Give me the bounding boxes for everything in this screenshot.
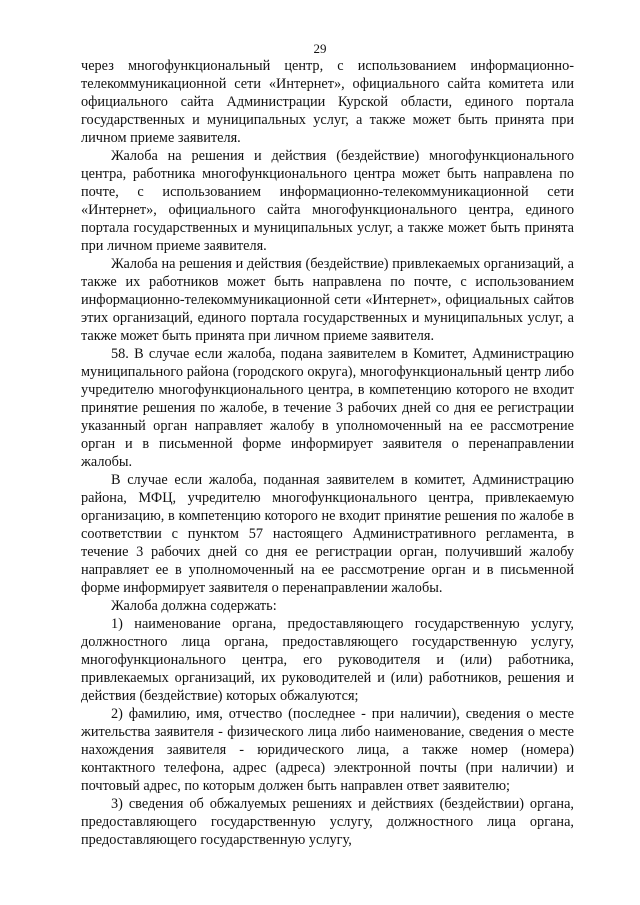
- list-item-2: 2) фамилию, имя, отчество (последнее - при наличии), сведения о месте жительства заявителя - физического лица либо наименование, сведения о месте нахождения заявителя - юридического лица, а также номер (номера) контактного телефона, адрес (адреса) электронной почты (при наличии) и почтовый адрес, по которым должен быть направлен ответ заявителю;: [81, 706, 574, 794]
- list-item-1: 1) наименование органа, предоставляющего государственную услугу, должностного лица органа, предоставляющего государственную услугу, многофункционального центра, его руководителя и (или) работника, привлекаемых организаций, их руководителей и (или) работников, решения и действия (бездействие) которых обжалуются;: [81, 616, 574, 704]
- paragraph-mfc-complaint: Жалоба на решения и действия (бездействие) многофункционального центра, работника многофункционального центра может быть направлена по почте, с использованием информационно-телекоммуникационной сети «Интернет», официального сайта многофункционального центра, единого портала государственных и муниципальных услуг, а также может быть принята при личном приеме заявителя.: [81, 148, 574, 254]
- document-body: [81, 57, 574, 849]
- page-number: 29: [313, 41, 327, 56]
- paragraph-continuation: через многофункциональный центр, с использованием информационно-телекоммуникационной сети «Интернет», официального сайта комитета или официального сайта Администрации Курской области, единого портала государственных и муниципальных услуг, а также может быть принята при личном приеме заявителя.: [81, 58, 574, 146]
- paragraph-redirect: В случае если жалоба, поданная заявителем в комитет, Администрацию района, МФЦ, учредителю многофункционального центра, привлекаемую организацию, в компетенцию которого не входит принятие решения по жалобе в соответствии с пунктом 57 настоящего Административного регламента, в течение 3 рабочих дней со дня ее регистрации орган, получивший жалобу направляет ее в уполномоченный на ее рассмотрение орган и в письменной форме информирует заявителя о перенаправлении жалобы.: [81, 472, 574, 596]
- paragraph-organizations-complaint: Жалоба на решения и действия (бездействие) привлекаемых организаций, а также их работников может быть направлена по почте, с использованием информационно-телекоммуникационной сети «Интернет», официальных сайтов этих организаций, единого портала государственных и муниципальных услуг, а также может быть принята при личном приеме заявителя.: [81, 256, 574, 344]
- paragraph-complaint-contents: Жалоба должна содержать:: [111, 598, 277, 614]
- paragraph-clause-58: 58. В случае если жалоба, подана заявителем в Комитет, Администрацию муниципального района (городского округа), многофункциональный центр либо учредителю многофункционального центра, в компетенцию которого не входит принятие решения по жалобе, в течение 3 рабочих дней со дня ее регистрации указанный орган направляет жалобу в уполномоченный на ее рассмотрение орган и в письменной форме информирует заявителя о перенаправлении жалобы.: [81, 346, 574, 470]
- list-item-3: 3) сведения об обжалуемых решениях и действиях (бездействии) органа, предоставляющего государственную услугу, должностного лица органа, предоставляющего государственную услугу,: [81, 796, 574, 848]
